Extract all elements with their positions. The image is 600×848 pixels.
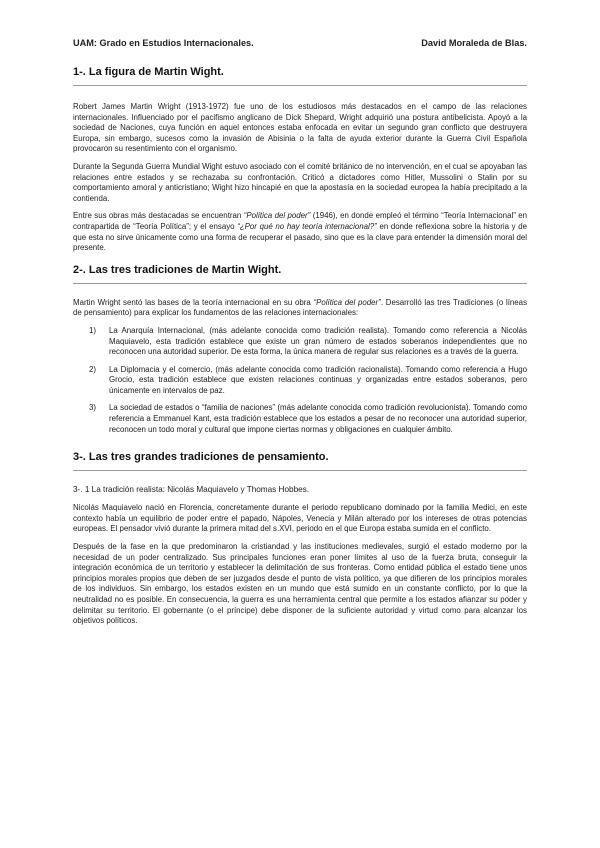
header-author: David Moraleda de Blas.: [421, 38, 527, 48]
section-1-paragraph-1: Robert James Martin Wright (1913-1972) fue uno de los estudiosos más destacados en el campo de las relaciones internacionales. Influenciado por el pacifismo anglicano de Dick Shepard, Wright adquirió una postura antibelicista. Apoyó a la sociedad de Naciones, cuya función en aquel entonces estaba enfocada en evitar un segundo gran conflicto que destruyera Europa, sin embargo, sucesos como la invasión de Abisinia o la falta de ayuda exterior durante la Guerra Civil Española provocaron su resentimiento con el organismo.: [73, 102, 527, 154]
subsection-3-1-title: 3-. 1 La tradición realista: Nicolás Maquiavelo y Thomas Hobbes.: [73, 485, 310, 495]
list-item: 2) La Diplomacia y el comercio, (más adelante conocida como tradición racionalista). Tomando como referencia a Hugo Grocio, esta tradición establece que existen relaciones continuas y organizadas entre estados soberanos, pero únicamente en intervalos de paz.: [89, 364, 527, 395]
section-1-paragraph-3: Entre sus obras más destacadas se encuentran “Política del poder” (1946), en donde empleó el término “Teoría Internacional” en contrapartida de “Teoría Política”; y el ensayo “¿Por qué no hay teoría internacional?” en donde reflexiona sobre la historia y de que esta no sirve únicamente como una forma de recuperar el pasado, sino que es la clave para entender la dimensión moral del presente.: [73, 211, 527, 253]
section-2-intro: Martin Wright sentó las bases de la teoría internacional en su obra “Política del poder”. Desarrolló las tres Tradiciones (o líneas de pensamiento) para explicar los fundamentos de las relaciones internacionales:: [73, 297, 528, 318]
section-3-paragraph-2: Después de la fase en la que predominaron la cristiandad y las instituciones medievales, surgió el estado moderno por la necesidad de un poder centralizado. Sus principales funciones eran poner límites al uso de la fuerza bruta, conseguir la integración económica de un territorio y establecer la delimitación de sus fronteras. Como entidad pública el estado tiene unos principios morales propios que deben de ser juzgados desde el punto de vista político, ya que difieren de los principios morales de los individuos. Sin embargo, los estados existen en un mundo que está sumido en un constante conflicto, por lo que la neutralidad no es posible. En consecuencia, la guerra es una herramienta central que permite a los estados afianzar su poder y delimitar su territorio. El gobernante (o el príncipe) debe disponer de la suficiente autoridad y virtud como para alcanzar los objetivos políticos.: [73, 542, 527, 626]
section-3-paragraph-1: Nicolás Maquiavelo nació en Florencia, concretamente durante el periodo republicano dominado por la familia Medici, en este contexto había un equilibrio de poder entre el papado, Nápoles, Venecia y Milán alterado por los intereses de otras potencias europeas. El pensador vivió durante la primera mitad del s.XVI, periodo en el que Europa estaba sumida en el conflicto.: [73, 503, 527, 534]
list-item: 1) La Anarquía Internacional, (más adelante conocida como tradición realista). Tomando como referencia a Nicolás Maquiavelo, esta tradición establece que existe un gran número de estados soberanos independientes que no reconocen una autoridad superior. De esta forma, la única manera de regular sus relaciones es a través de la guerra.: [89, 325, 527, 357]
essay-title: “¿Por qué no hay teoría internacional?”: [237, 221, 377, 231]
section-2-title: 2-. Las tres tradiciones de Martin Wight.: [73, 264, 527, 284]
section-1-paragraph-2: Durante la Segunda Guerra Mundial Wight estuvo asociado con el comité británico de no intervención, en el cual se apoyaban las relaciones entre estados y se rechazaba su confrontación. Criticó a dictadores como Hitler, Mussolini o Stalin por su comportamiento amoral y anticristiano; Wight hizo hincapié en que la apostasía en la sociedad europea la había precipitado a la contienda.: [73, 161, 527, 203]
list-item: 3) La sociedad de estados o “familia de naciones” (más adelante conocida como tradición revolucionista). Tomando como referencia a Emmanuel Kant, esta tradición establece que los estados a pesar de no reconocer una autoridad superior, reconocen un todo moral y cultural que impone ciertas normas y obligaciones en cualquier ámbito.: [89, 403, 527, 434]
page-header: [73, 38, 527, 48]
book-title-politica-del-poder-2: “Política del poder”: [313, 297, 381, 307]
section-1-title: 1-. La figura de Martin Wight.: [73, 66, 527, 86]
header-course: UAM: Grado en Estudios Internacionales.: [73, 38, 254, 48]
document-body: [73, 66, 527, 634]
book-title-politica-del-poder: “Política del poder”: [243, 211, 311, 221]
traditions-list: [73, 326, 527, 435]
section-3-title: 3-. Las tres grandes tradiciones de pensamiento.: [73, 451, 527, 471]
